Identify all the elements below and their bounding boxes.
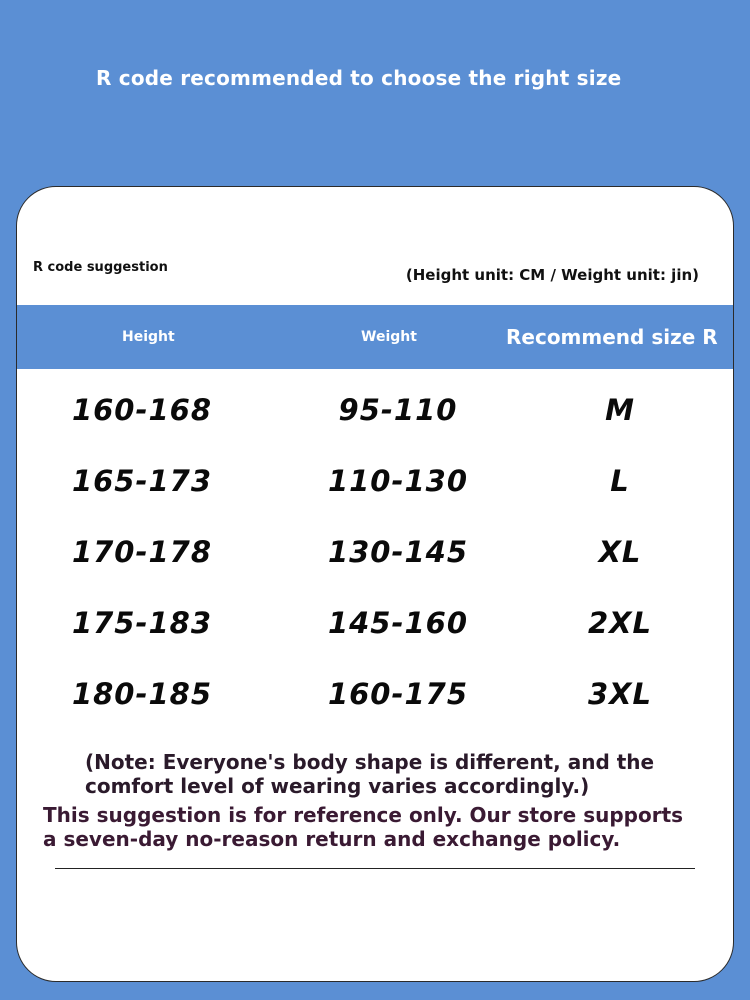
table-row xyxy=(17,446,733,517)
height-cell: 180-185 xyxy=(71,677,213,711)
weight-cell: 95-110 xyxy=(338,393,458,427)
header-height: Height xyxy=(122,329,175,345)
height-cell: 175-183 xyxy=(71,606,213,640)
card-label: R code suggestion xyxy=(33,260,168,275)
unit-note: (Height unit: CM / Weight unit: jin) xyxy=(405,266,699,284)
header-recommend-size: Recommend size R xyxy=(506,325,718,349)
size-cell: XL xyxy=(598,535,642,569)
weight-cell: 110-130 xyxy=(327,464,469,498)
weight-cell: 145-160 xyxy=(327,606,469,640)
return-policy-note: This suggestion is for reference only. Our store supports a seven-day no-reason return and exchange policy. xyxy=(43,803,684,851)
size-table-body xyxy=(17,375,733,730)
weight-cell: 130-145 xyxy=(327,535,469,569)
weight-cell: 160-175 xyxy=(327,677,469,711)
table-row xyxy=(17,375,733,446)
size-cell: L xyxy=(610,464,630,498)
body-shape-note: (Note: Everyone's body shape is different, and the comfort level of wearing varies accordingly.) xyxy=(85,750,655,798)
page-title: R code recommended to choose the right size xyxy=(96,66,622,90)
size-cell: 2XL xyxy=(587,606,653,640)
table-row xyxy=(17,517,733,588)
size-guide-card xyxy=(16,186,734,982)
table-row xyxy=(17,659,733,730)
height-cell: 160-168 xyxy=(71,393,213,427)
table-header xyxy=(17,305,733,369)
header-weight: Weight xyxy=(361,329,417,345)
height-cell: 165-173 xyxy=(71,464,213,498)
size-cell: 3XL xyxy=(587,677,653,711)
size-cell: M xyxy=(605,393,635,427)
height-cell: 170-178 xyxy=(71,535,213,569)
divider xyxy=(55,868,695,869)
table-row xyxy=(17,588,733,659)
